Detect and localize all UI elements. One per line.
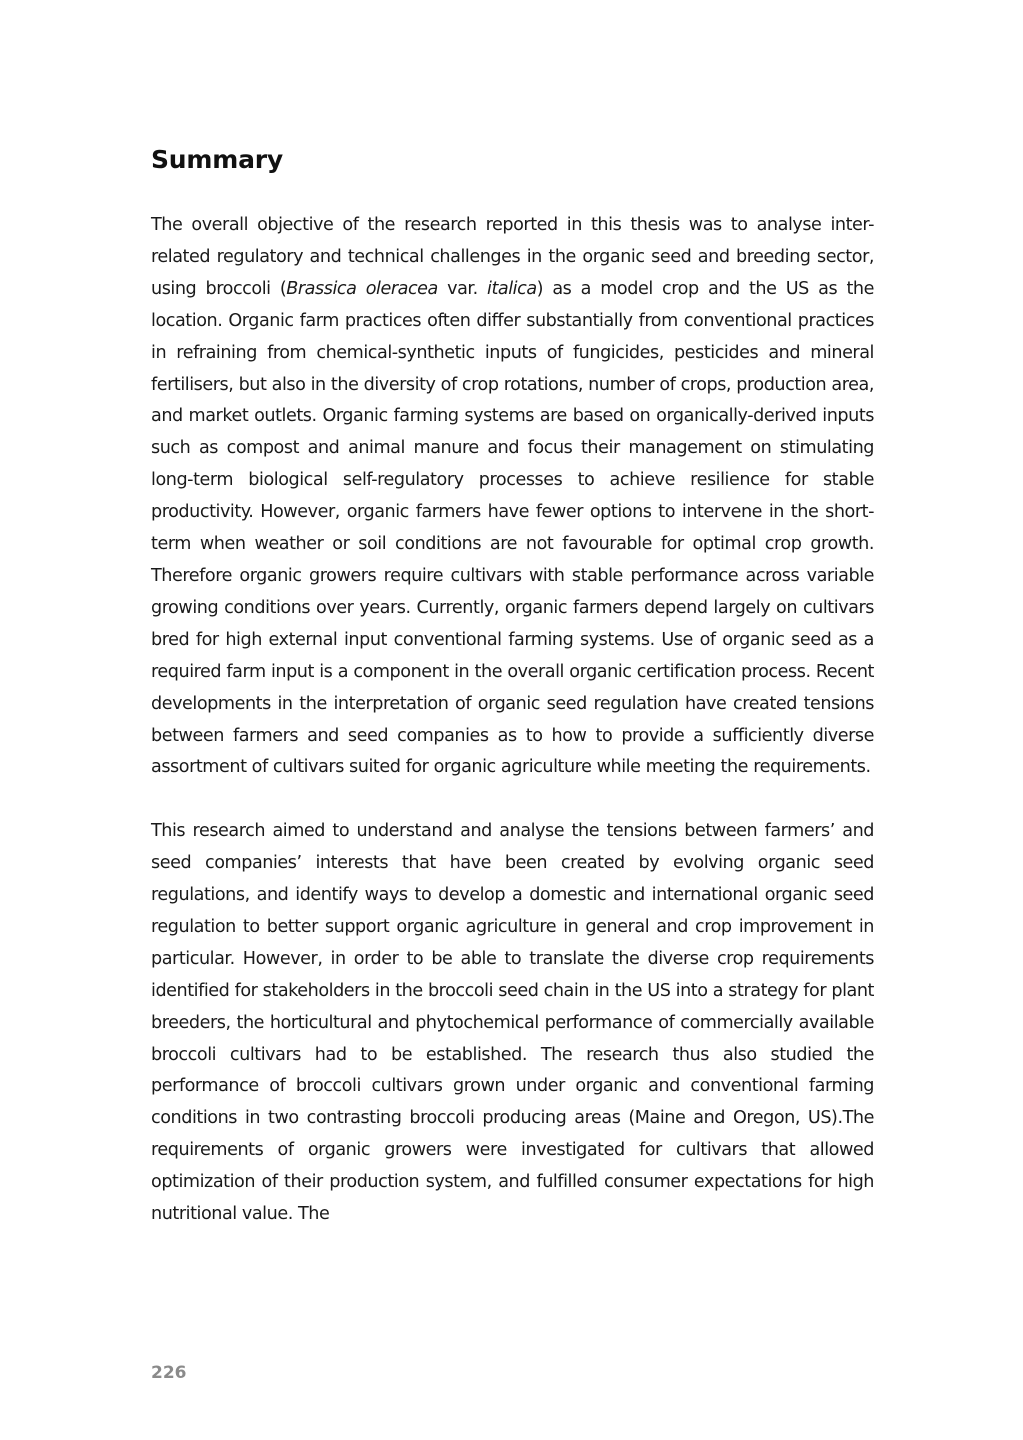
summary-body (151, 210, 874, 1231)
paragraph-2: This research aimed to understand and analyse the tensions between farmers’ and seed companies’ interests that have been created by evolving organic seed regulations, and identify ways to develop a domestic and international organic seed regulation to better support organic agriculture in general and crop improvement in particular. However, in order to be able to translate the diverse crop requirements identified for stakeholders in the broccoli seed chain in the US into a strategy for plant breeders, the horticultural and phytochemical performance of commercially available broccoli cultivars had to be established. The research thus also studied the performance of broccoli cultivars grown under organic and conventional farming conditions in two contrasting broccoli producing areas (Maine and Oregon, US).The requirements of organic growers were investigated for cultivars that allowed optimization of their production system, and fulfilled consumer expectations for high nutritional value. The (151, 821, 874, 1225)
page-number: 226 (151, 1363, 187, 1383)
species-name: Brassica oleracea (286, 278, 438, 299)
paragraph-1-text-a: The overall objective of the research reported in this thesis was to analyse inter-related regulatory and technical challenges in the organic seed and breeding sector, using broccoli ( (151, 215, 874, 299)
paragraph-1-text-c: ) as a model crop and the US as the location. Organic farm practices often differ substantially from conventional practices in refraining from chemical-synthetic inputs of fungicides, pesticides and mineral fertilisers, but also in the diversity of crop rotations, number of crops, production area, and market outlets. Organic farming systems are based on organically-derived inputs such as compost and animal manure and focus their management on stimulating long-term biological self-regulatory processes to achieve resilience for stable productivity. However, organic farmers have fewer options to intervene in the short-term when weather or soil conditions are not favourable for optimal crop growth. Therefore organic growers require cultivars with stable performance across variable growing conditions over years. Currently, organic farmers depend largely on cultivars bred for high external input conventional farming systems. Use of organic seed as a required farm input is a component in the overall organic certification process. Recent developments in the interpretation of organic seed regulation have created tensions between farmers and seed companies as to how to provide a sufficiently diverse assortment of cultivars suited for organic agriculture while meeting the requirements. (151, 278, 874, 778)
page-title: Summary (151, 145, 283, 174)
paragraph-1 (151, 210, 874, 784)
paragraph-1-text-b: var. (437, 278, 488, 299)
variety-name: italica (487, 278, 537, 299)
